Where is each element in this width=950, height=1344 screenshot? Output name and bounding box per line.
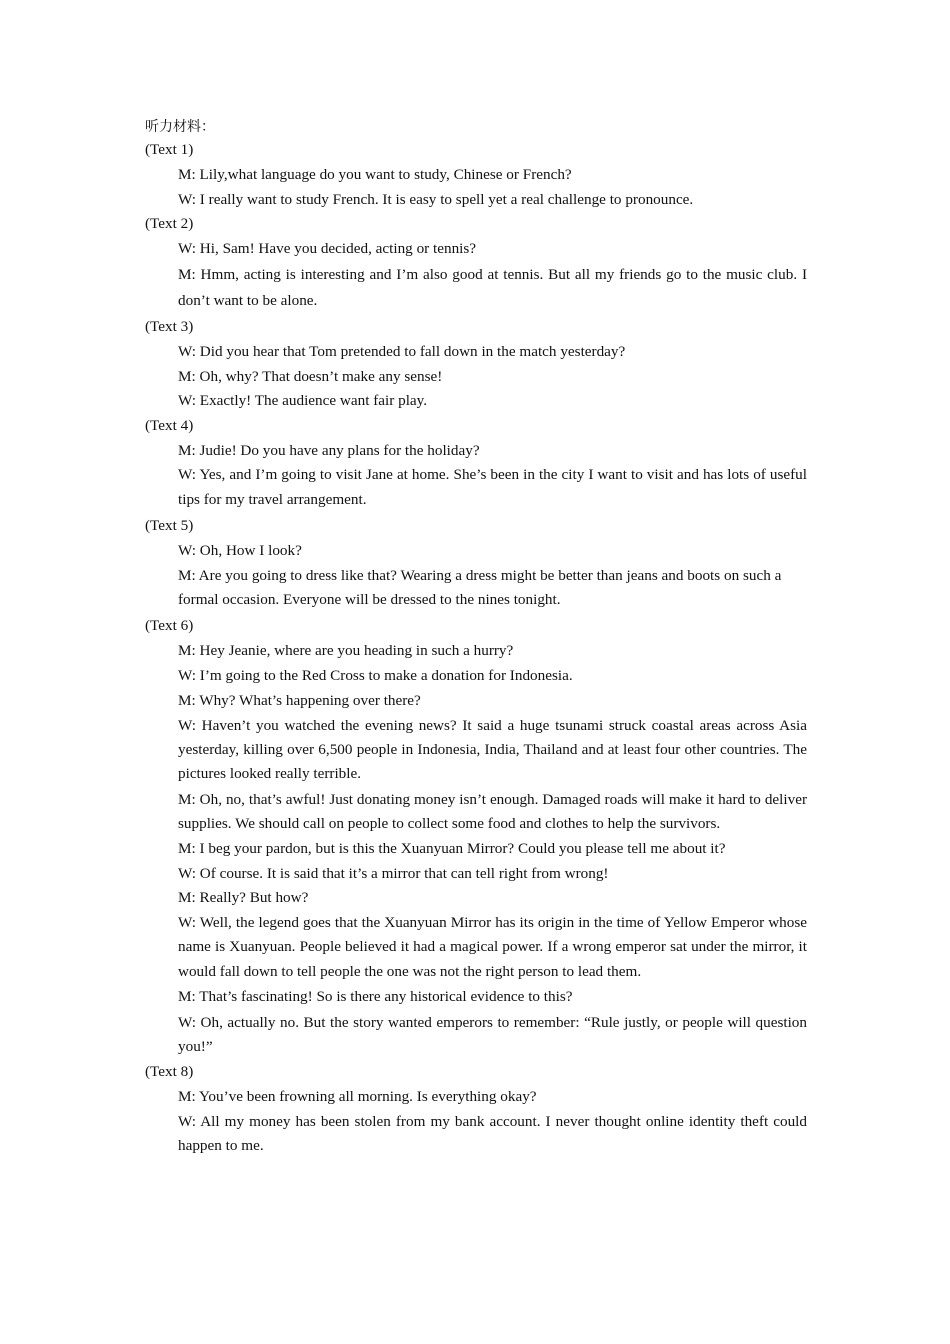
- dialogue-line: W: Did you hear that Tom pretended to fall down in the match yesterday?: [178, 342, 626, 360]
- dialogue-line: M: You’ve been frowning all morning. Is everything okay?: [178, 1087, 537, 1105]
- dialogue-line: W: Oh, How I look?: [178, 541, 302, 559]
- dialogue-line: M: Really? But how?: [178, 889, 309, 907]
- dialogue-line: W: Haven’t you watched the evening news? It said a huge tsunami struck coastal areas across Asia yesterday, killing over 6,500 people in Indonesia, India, Thailand and at least four other countries. The pictures looked really terrible.: [178, 716, 807, 783]
- dialogue-line: M: Hey Jeanie, where are you heading in such a hurry?: [178, 642, 514, 660]
- dialogue-line: W: Of course. It is said that it’s a mirror that can tell right from wrong!: [178, 864, 609, 882]
- dialogue-line: M: Lily,what language do you want to study, Chinese or French?: [178, 165, 572, 183]
- dialogue-line: W: Well, the legend goes that the Xuanyuan Mirror has its origin in the time of Yellow Emperor whose name is Xuanyuan. People believed it had a magical power. If a wrong emperor sat under the mirror, it would fall down to tell people the one was not the right person to lead them.: [178, 914, 807, 980]
- dialogue-line: M: That’s fascinating! So is there any historical evidence to this?: [178, 988, 573, 1006]
- dialogue-line: W: I’m going to the Red Cross to make a donation for Indonesia.: [178, 667, 573, 685]
- section-label-text-4: (Text 4): [145, 416, 194, 434]
- section-label-text-6: (Text 6): [145, 617, 194, 635]
- dialogue-line: W: Oh, actually no. But the story wanted emperors to remember: “Rule justly, or people will question you!”: [178, 1014, 807, 1056]
- dialogue-line: W: Exactly! The audience want fair play.: [178, 392, 428, 410]
- dialogue-line: W: All my money has been stolen from my bank account. I never thought online identity theft could happen to me.: [178, 1112, 807, 1154]
- listening-material-document: [145, 117, 807, 1158]
- dialogue-line: M: I beg your pardon, but is this the Xuanyuan Mirror? Could you please tell me about it?: [178, 839, 726, 857]
- dialogue-line: M: Oh, no, that’s awful! Just donating money isn’t enough. Damaged roads will make it hard to deliver supplies. We should call on people to collect some food and clothes to help the survivors.: [178, 790, 807, 833]
- dialogue-line: M: Are you going to dress like that? Wearing a dress might be better than jeans and boots on such a formal occasion. Everyone will be dressed to the nines tonight.: [178, 566, 782, 608]
- section-label-text-5: (Text 5): [145, 517, 194, 535]
- dialogue-line: M: Hmm, acting is interesting and I’m also good at tennis. But all my friends go to the music club. I don’t want to be alone.: [178, 265, 807, 310]
- dialogue-line: W: Hi, Sam! Have you decided, acting or tennis?: [178, 239, 477, 257]
- dialogue-line: W: I really want to study French. It is easy to spell yet a real challenge to pronounce.: [178, 190, 694, 208]
- section-label-text-8: (Text 8): [145, 1062, 194, 1080]
- dialogue-line: M: Oh, why? That doesn’t make any sense!: [178, 367, 443, 385]
- dialogue-line: M: Judie! Do you have any plans for the holiday?: [178, 441, 480, 459]
- section-label-text-2: (Text 2): [145, 215, 194, 233]
- document-heading: 听力材料：: [145, 119, 215, 135]
- dialogue-line: M: Why? What’s happening over there?: [178, 691, 421, 709]
- section-label-text-3: (Text 3): [145, 317, 194, 335]
- dialogue-line: W: Yes, and I’m going to visit Jane at home. She’s been in the city I want to visit and has lots of useful tips for my travel arrangement.: [178, 466, 807, 508]
- section-label-text-1: (Text 1): [145, 141, 194, 158]
